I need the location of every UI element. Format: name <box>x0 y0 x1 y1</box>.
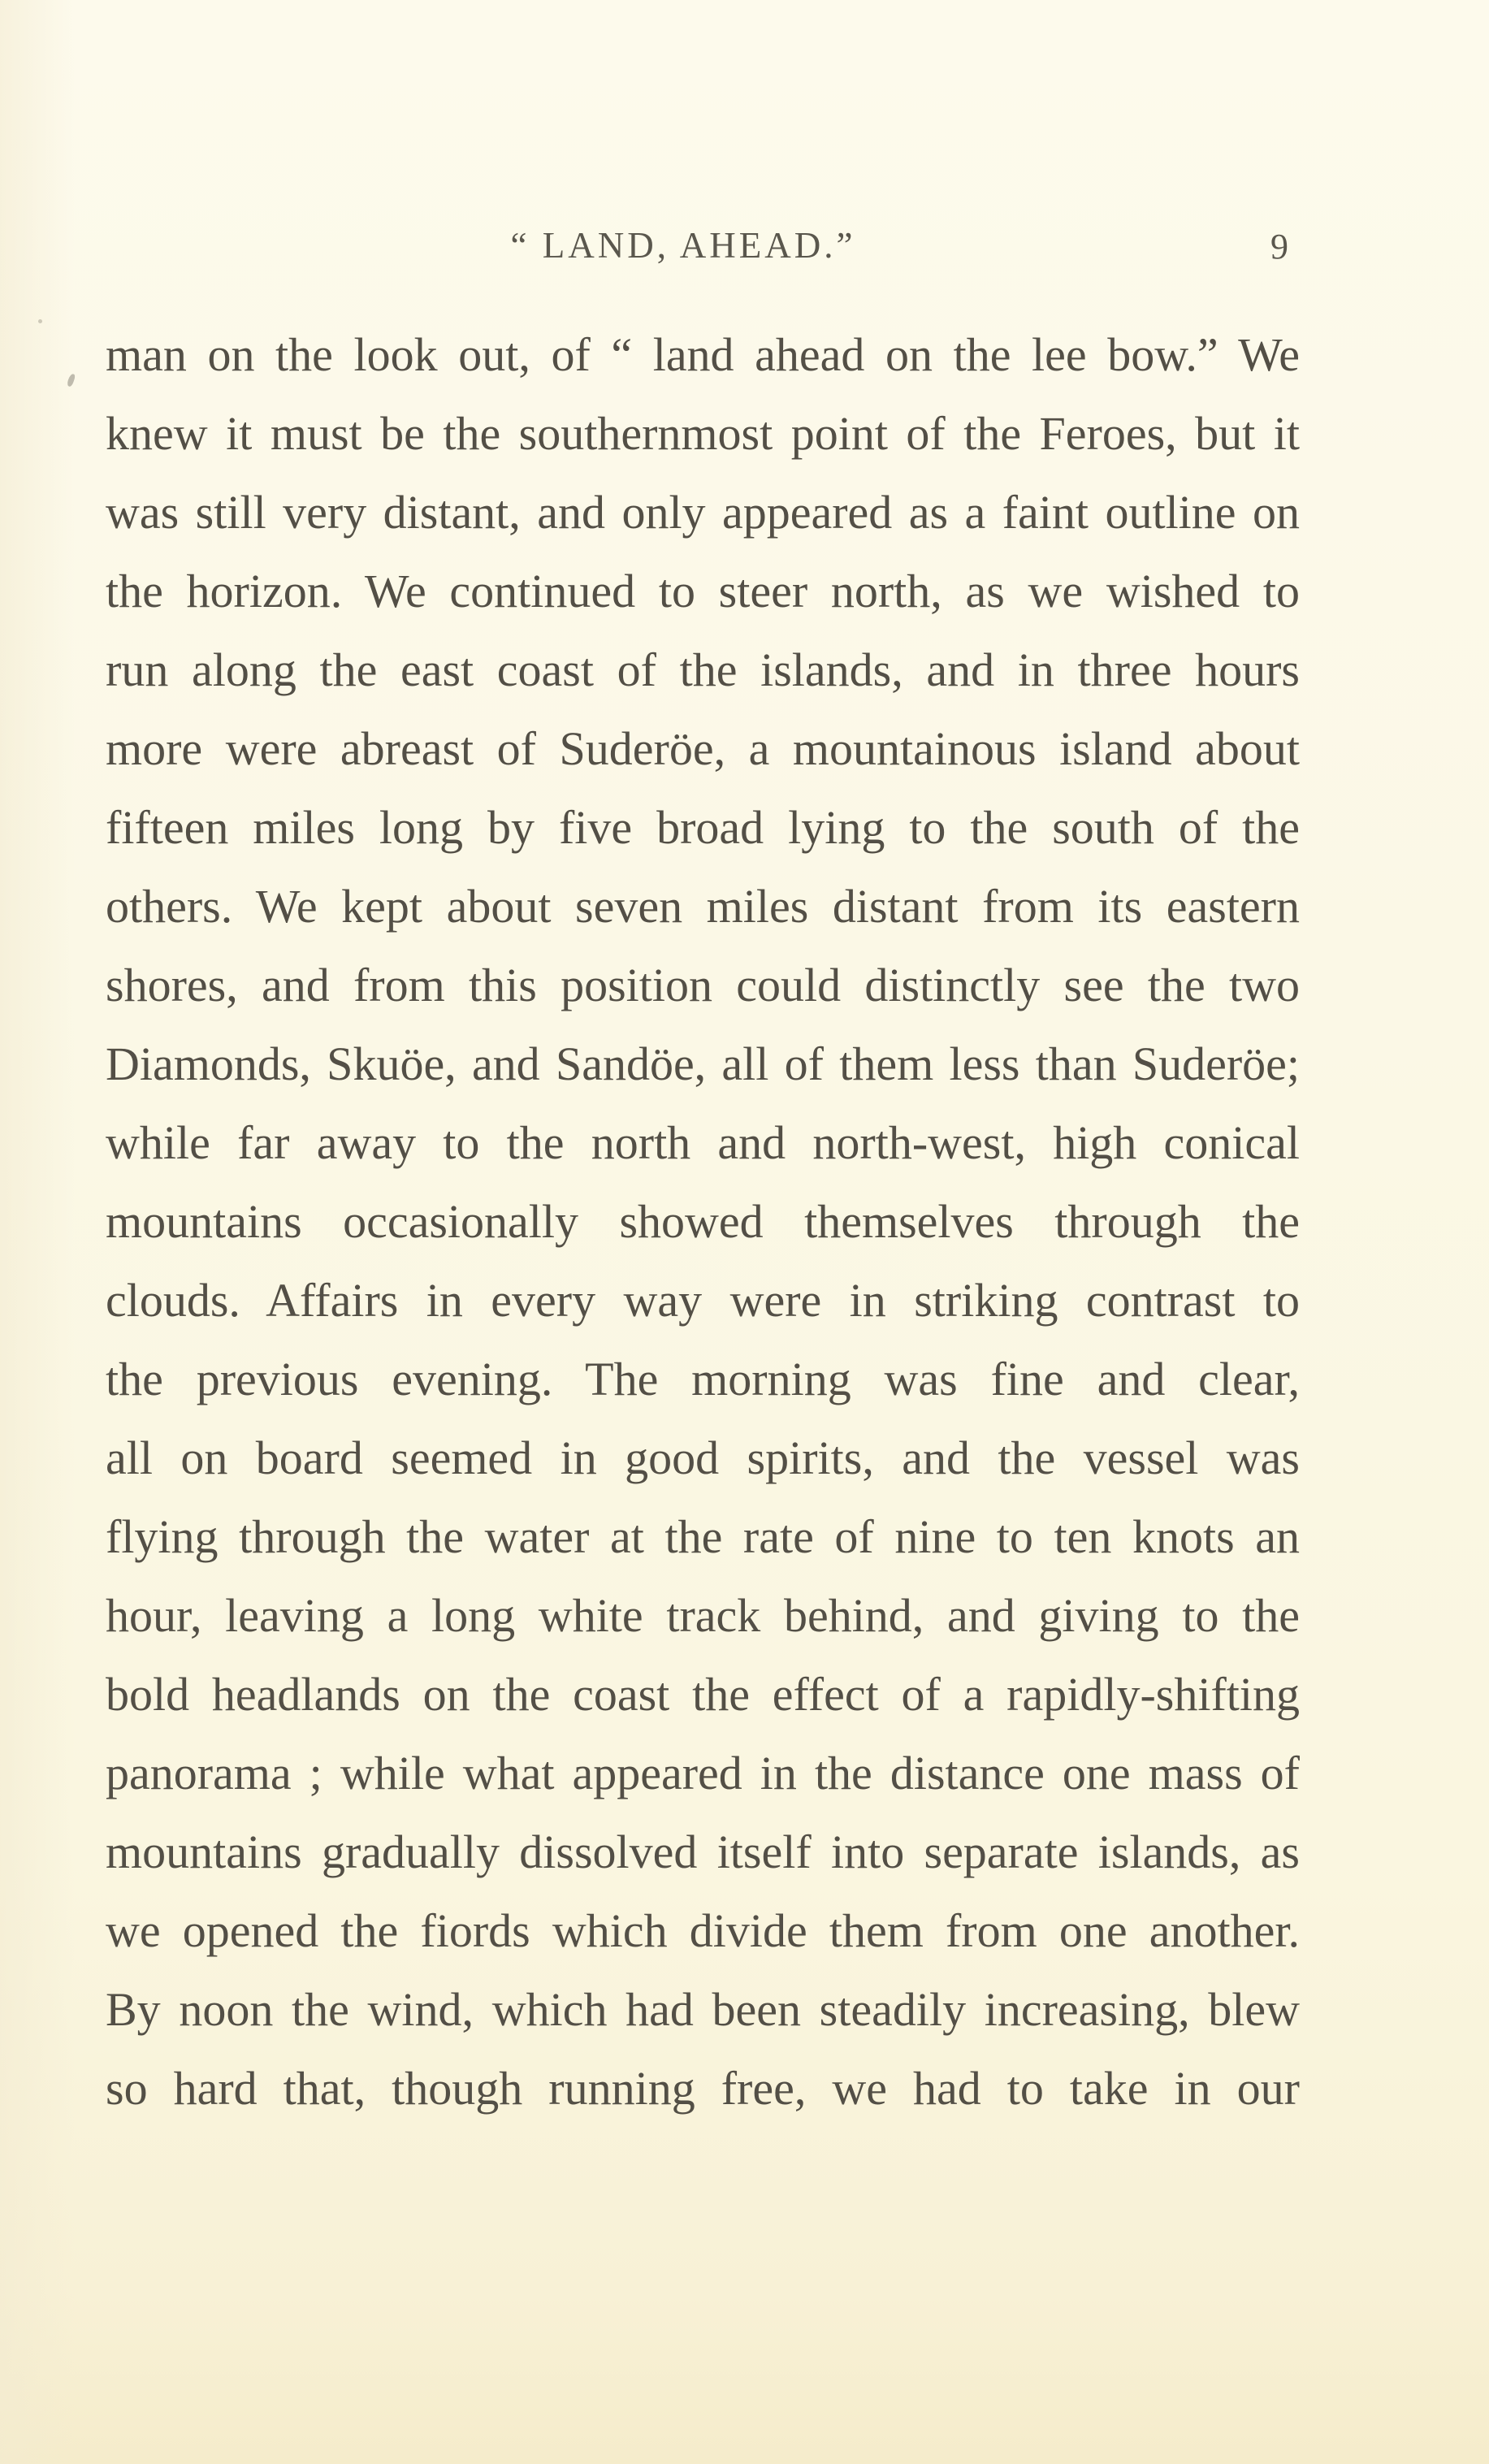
text-line: flying through the water at the rate of nine to ten knots an <box>106 1510 1300 1563</box>
page-number: 9 <box>1270 227 1288 266</box>
text-line: clouds. Affairs in every way were in striking contrast to <box>106 1274 1300 1327</box>
text-line: hour, leaving a long white track behind, and giving to the <box>106 1589 1300 1642</box>
text-line: the previous evening. The morning was fine and clear, <box>106 1353 1300 1405</box>
text-line: panorama ; while what appeared in the distance one mass of <box>106 1747 1300 1799</box>
text-line: run along the east coast of the islands, and in three hours <box>106 643 1300 696</box>
text-line: more were abreast of Suderöe, a mountainous island about <box>106 722 1300 775</box>
body-text <box>106 315 1300 2128</box>
paper-speck <box>38 319 42 323</box>
text-line: knew it must be the southernmost point of the Feroes, but it <box>106 407 1300 460</box>
text-line: By noon the wind, which had been steadily increasing, blew <box>106 1983 1300 2036</box>
text-line: mountains gradually dissolved itself into separate islands, as <box>106 1825 1300 1878</box>
text-line: all on board seemed in good spirits, and the vessel was <box>106 1431 1300 1484</box>
text-line: shores, and from this position could distinctly see the two <box>106 959 1300 1011</box>
text-line: others. We kept about seven miles distant from its eastern <box>106 880 1300 933</box>
text-line: we opened the fiords which divide them from one another. <box>106 1904 1300 1957</box>
text-line: mountains occasionally showed themselves through the <box>106 1195 1300 1248</box>
page-header <box>106 224 1300 273</box>
running-title: “ LAND, AHEAD.” <box>510 225 856 266</box>
text-line: the horizon. We continued to steer north, as we wished to <box>106 565 1300 617</box>
text-line: man on the look out, of “ land ahead on the lee bow.” We <box>106 328 1300 381</box>
text-line: was still very distant, and only appeared as a faint outline on <box>106 486 1300 539</box>
ink-speck <box>67 373 76 387</box>
text-line: so hard that, though running free, we had to take in our <box>106 2062 1300 2115</box>
text-line: fifteen miles long by five broad lying to the south of the <box>106 801 1300 854</box>
text-line: Diamonds, Skuöe, and Sandöe, all of them less than Suderöe; <box>106 1037 1300 1090</box>
text-line: bold headlands on the coast the effect of a rapidly-shifting <box>106 1668 1300 1721</box>
text-line: while far away to the north and north-west, high conical <box>106 1116 1300 1169</box>
